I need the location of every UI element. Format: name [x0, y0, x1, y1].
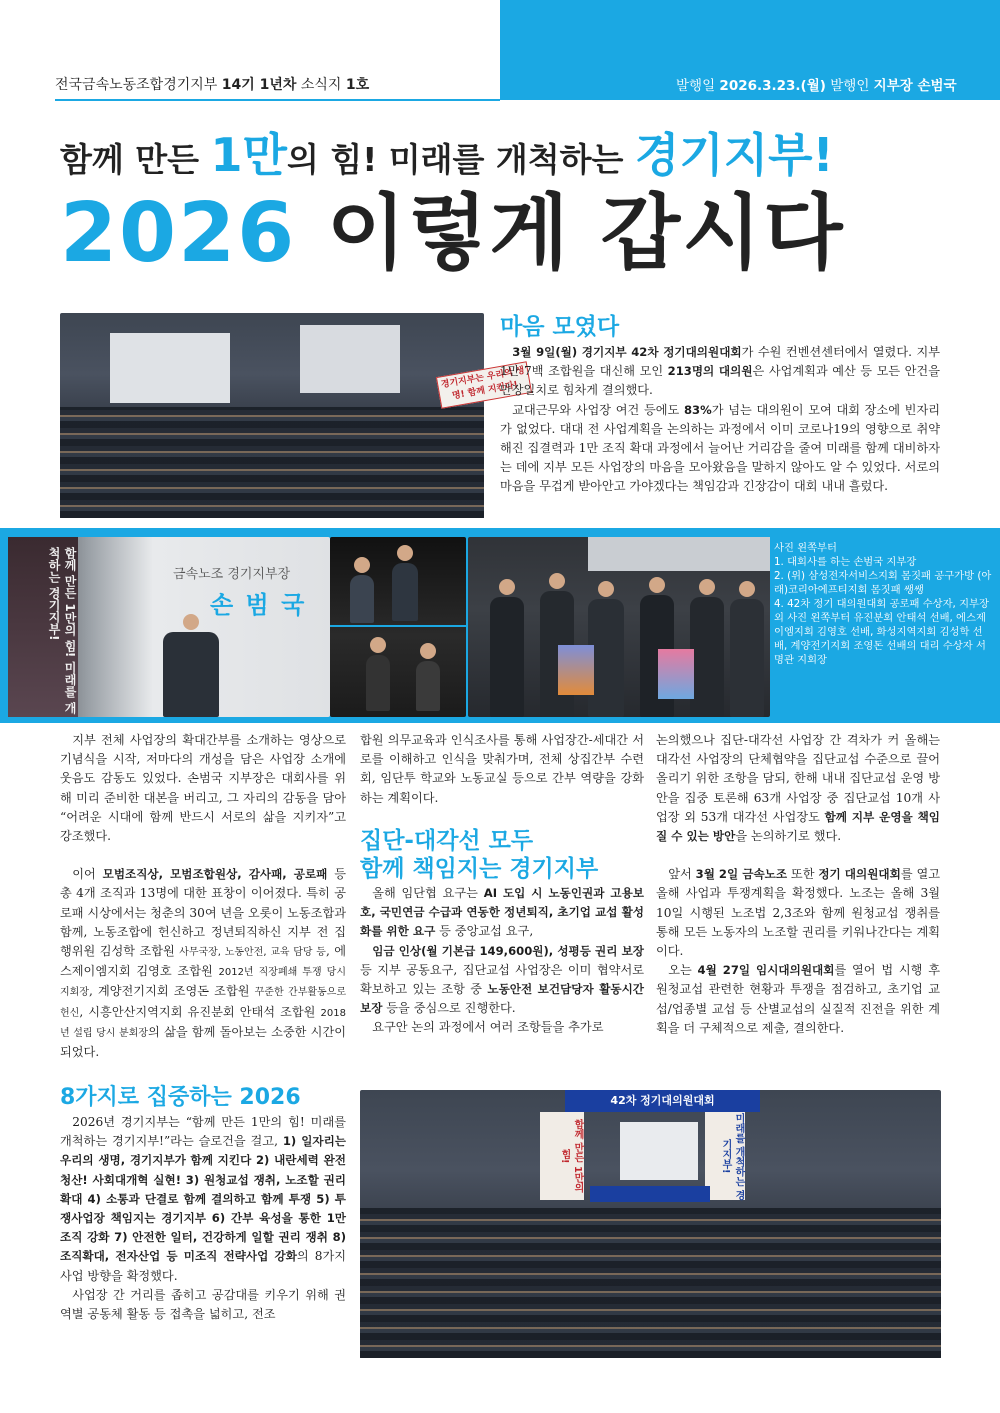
recipient-figure — [730, 599, 764, 717]
masthead-label: 소식지 — [296, 77, 346, 93]
photo-chairman-speech — [8, 537, 330, 717]
text: 또한 — [787, 867, 819, 882]
text: 를 열어 법 시행 후 원청교섭 관련한 현황과 투쟁을 점검하고, 초기업 교섭/업종별 교섭 등 산별교섭의 실질적 진전을 위한 계획을 더 구체적으로 제출, 결의한다. — [656, 963, 940, 1035]
section-title-collective — [360, 827, 598, 883]
bold-text: 노동안전 보건담당자 활동시간 보장 — [360, 982, 644, 1016]
bold-text: 정기 대의원대회 — [818, 867, 901, 882]
audience-rows — [60, 407, 484, 518]
stage-title-banner: 42차 정기대의원대회 — [565, 1090, 760, 1112]
projection-screen-2 — [300, 325, 400, 393]
bold-text: 3월 2일 금속노조 — [695, 867, 788, 882]
paragraph — [656, 731, 940, 846]
section-title-eight-focus: 8가지로 집중하는 2026 — [60, 1085, 301, 1110]
projection-screen — [110, 333, 230, 403]
backdrop-screen — [588, 537, 770, 571]
section-title-line: 집단-대각선 모두 — [360, 828, 534, 854]
photo-convention-hall — [60, 313, 526, 518]
text: 를 열고 올해 사업과 투쟁계획을 확정했다. 노조는 올해 3월 10일 시행된 노조법 2,3조와 함께 원청교섭 쟁취를 통해 모든 노동자의 노조할 권리를 키워나간다는 계획이다. — [656, 867, 941, 959]
text: 의 삶을 함께 돌아보는 소중한 시간이 되었다. — [60, 1024, 346, 1060]
caption-item: 1. 대회사를 하는 손범국 지부장 — [774, 556, 917, 568]
performer-figure — [350, 575, 374, 623]
bold-text: 4월 27일 임시대의원대회 — [697, 963, 835, 978]
podium-sign-name: 손 범 국 — [210, 591, 307, 619]
masthead-term: 14기 1년차 — [221, 77, 297, 93]
paragraph — [500, 401, 940, 497]
text: 을 논의하기로 했다. — [735, 829, 842, 844]
photo-performance — [330, 537, 466, 717]
photo-award-recipients — [468, 537, 770, 717]
paragraph — [360, 884, 644, 942]
publish-date-label: 발행일 — [676, 78, 720, 94]
text: 논의했으나 집단-대각선 사업장 간 격차가 커 올해는 대각선 사업장의 단체협약을 집단교섭 수준으로 끌어올리기 위한 조항을 담되, 한해 내내 집단교섭 운영 방안을 집중 토론해 63개 사업장 중 집단교섭 10개 사업장 외 53개 대각선 사업장도 — [656, 733, 940, 824]
speaker-figure — [163, 632, 219, 717]
text: 이어 — [72, 867, 103, 882]
masthead-rule — [55, 99, 500, 101]
headline-highlight: 경기지부! — [634, 128, 834, 182]
text: , 계양전기지회 조영돈 조합원 — [88, 984, 255, 999]
text: 앞서 — [668, 867, 696, 882]
section-title-line: 함께 책임지는 경기지부 — [360, 856, 599, 882]
column3-body — [656, 731, 940, 1038]
spacer — [656, 846, 940, 865]
text: 의 8가지 사업 방향을 확정했다. — [60, 1249, 346, 1283]
text: 등을 중심으로 진행한다. — [382, 1001, 516, 1016]
publish-info — [676, 74, 957, 94]
performer-figure — [366, 655, 390, 711]
newsletter-masthead — [55, 74, 369, 94]
recipient-figure — [690, 597, 724, 717]
text: , 시흥안산지역지회 유진분회 안태석 조합원 — [79, 1004, 321, 1019]
headline-part: 함께 만든 — [60, 140, 211, 179]
text: 올해 임단협 요구는 — [372, 886, 484, 900]
section-title-gathered: 마음 모였다 — [500, 314, 620, 340]
photo-stage-audience — [360, 1090, 941, 1358]
bold-text: 모범조직상, 모범조합원상, 감사패, 공로패 — [102, 867, 328, 882]
recipient-figure — [490, 597, 524, 717]
masthead-org: 전국금속노동조합경기지부 — [55, 77, 222, 93]
hall-banner: 경기지부는 우리의 생명! 함께 지킨다! — [436, 361, 532, 408]
caption-title: 사진 왼쪽부터 — [774, 542, 837, 554]
headline-line2 — [60, 184, 940, 284]
photo-caption — [774, 541, 994, 667]
podium-sign-title: 금속노조 경기지부장 — [173, 567, 291, 582]
paragraph — [60, 865, 346, 1062]
section-body-gathered — [500, 343, 940, 497]
small-text: 꾸준한 간부활동으로 헌신 — [60, 987, 346, 1019]
headline-year: 2026 — [60, 186, 297, 281]
small-text: 사무국장, 노동안전, 교육 담당 등 — [179, 947, 326, 959]
bold-text: 임금 인상(월 기본급 149,600원), 성평등 권리 보장 — [372, 943, 644, 958]
performer-figure — [392, 563, 418, 621]
caption-item: 2. (위) 삼성전자서비스지회 몸짓패 공구가방 (아래)코리아에프티지회 몸짓패 쌩쌩 — [774, 570, 992, 596]
column1-body — [60, 731, 346, 1062]
stage-screen — [620, 1122, 698, 1180]
text: 등 총 4개 조직과 13명에 대한 표창이 이어졌다. 특히 공로패 시상에서는 청춘의 30여 년을 오롯이 노동조합과 함께, 노동조합에 헌신하고 정년퇴직하신 지부 전 집행위원 김성학 조합원 — [60, 867, 347, 959]
publisher-name: 지부장 손범국 — [873, 78, 957, 94]
headline-line1 — [60, 126, 940, 184]
text: , 에스제이엠지회 김영호 조합원 — [60, 944, 346, 979]
paragraph: 사업장 간 거리를 좁히고 공감대를 키우기 위해 권역별 공동체 활동 등 접촉을 넓히고, 전조 — [60, 1287, 346, 1322]
side-banner-text: 함께 만든 1만의 힘! 미래를 개척하는 경기지부! — [47, 547, 77, 714]
award-bag — [558, 645, 594, 695]
small-text: 2012년 직장폐쇄 투쟁 당시 지회장 — [60, 967, 346, 999]
paragraph: 합원 의무교육과 인식조사를 통해 사업장간-세대간 서로를 이해하고 인식을 맞춰가며, 전체 상집간부 수련회, 임단투 학교와 노동교실 등으로 간부 역량을 강화하는 계획이다. — [360, 733, 644, 805]
performer-figure — [416, 661, 440, 711]
publish-date: 2026.3.23.(월) — [719, 78, 826, 94]
text: 등 지부 공동요구, 집단교섭 사업장은 이미 협약서로 확보하고 있는 조항 중 — [360, 962, 644, 997]
paragraph: 지부 전체 사업장의 확대간부를 소개하는 영상으로 기념식을 시작, 저마다의 개성을 담은 사업장 소개에 웃음도 감동도 있었다. 손범국 지부장은 대회사를 위해 미리 준비한 대본을 버리고, 그 자리의 감동을 담아 “어려운 시대에 함께 반드시 서로의 삶을 지키자”고 강조했다. — [60, 733, 346, 844]
spacer — [60, 846, 346, 865]
bold-text: 함께 지부 운영을 책임질 수 있는 방안 — [656, 809, 940, 844]
vertical-side-banner: 미래를 개척하는 경기지부! — [705, 1112, 745, 1200]
vertical-slogan-banner: 함께 만든 1만의 힘! — [540, 1112, 584, 1200]
bold-text: 213명의 대의원 — [667, 364, 753, 379]
text: 가 넘는 대의원이 모여 대회 장소에 빈자리가 없었다. 대대 전 사업계획을 논의하는 과정에서 이미 코로나19의 영향으로 취약해진 집결력과 1만 조직 확대 과정에서 늘어난 거리감을 줄여 미래를 함께 대비하자는 데에 지부 모든 사업장의 마음을 모아왔음을 말하지 않아도 알 수 있었다. 서로의 마음을 무겁게 받아안고 가야겠다는 책임감과 긴장감이 대회 내내 흘렀다. — [500, 402, 941, 494]
award-bag — [658, 649, 694, 699]
text: 교대근무와 사업장 여건 등에도 — [512, 402, 684, 417]
masthead-issue: 1호 — [345, 77, 370, 93]
paragraph — [500, 343, 940, 401]
bold-text: 3월 9일(월) 경기지부 42차 정기대의원대회 — [512, 345, 742, 359]
text: 가 수원 컨벤션센터에서 열렸다. 지부 1만 7백 조합원을 대신해 모인 — [500, 345, 940, 379]
paragraph — [360, 942, 644, 1019]
bold-text: 83% — [683, 402, 712, 417]
section-body-eight-focus — [60, 1113, 346, 1324]
publisher-label: 발행인 — [825, 78, 874, 94]
paragraph — [656, 865, 940, 961]
paragraph — [60, 1113, 346, 1286]
headline-main: 이렇게 갑시다 — [296, 186, 845, 281]
photo-divider — [330, 625, 466, 627]
caption-item: 4. 42차 정기 대의원대회 공로패 수상자, 지부장 외 사진 왼쪽부터 유진분회 안태석 선배, 에스제이엠지회 김영호 선배, 화성지역지회 김성학 선배, 계양전기지회 조영돈 선배의 대리 수상자 서명관 지회장 — [774, 598, 989, 666]
text: 오는 — [668, 963, 698, 978]
text: 은 사업계획과 예산 등 모든 안건을 만장일치로 힘차게 결의했다. — [500, 364, 940, 398]
bold-text: 1) 일자리는 우리의 생명, 경기지부가 함께 지킨다 2) 내란세력 완전 청산! 사회대개혁 실현! 3) 원청교섭 쟁취, 노조할 권리 확대 4) 소통과 단결로 함께 결의하고 함께 투쟁 5) 투쟁사업장 책임지는 경기지부 6) 간부 육성을 통한 1만 조직 강화 7) 안전한 일터, 건강하게 일할 권리 쟁취 8) 조직확대, 전자산업 등 미조직 전략사업 강화 — [60, 1134, 346, 1264]
audience-rows — [360, 1208, 941, 1358]
text: 등 중앙교섭 요구, — [435, 924, 534, 939]
stage-table — [590, 1186, 710, 1202]
bold-text: AI 도입 시 노동인권과 고용보호, 국민연금 수급과 연동한 정년퇴직, 초기업 교섭 활성화를 위한 요구 — [360, 886, 644, 939]
section-body-collective — [360, 884, 644, 1038]
small-text: 2018년 설립 당시 분회장 — [60, 1007, 346, 1039]
headline-part: 의 힘! 미래를 개척하는 — [286, 140, 635, 179]
column2-body — [360, 731, 644, 808]
paragraph — [656, 961, 940, 1038]
headline-highlight: 1만 — [210, 128, 287, 182]
text: 2026년 경기지부는 “함께 만든 1만의 힘! 미래를 개척하는 경기지부!”라는 슬로건을 걸고, — [60, 1115, 346, 1149]
paragraph: 요구안 논의 과정에서 여러 조항들을 추가로 — [372, 1020, 604, 1035]
